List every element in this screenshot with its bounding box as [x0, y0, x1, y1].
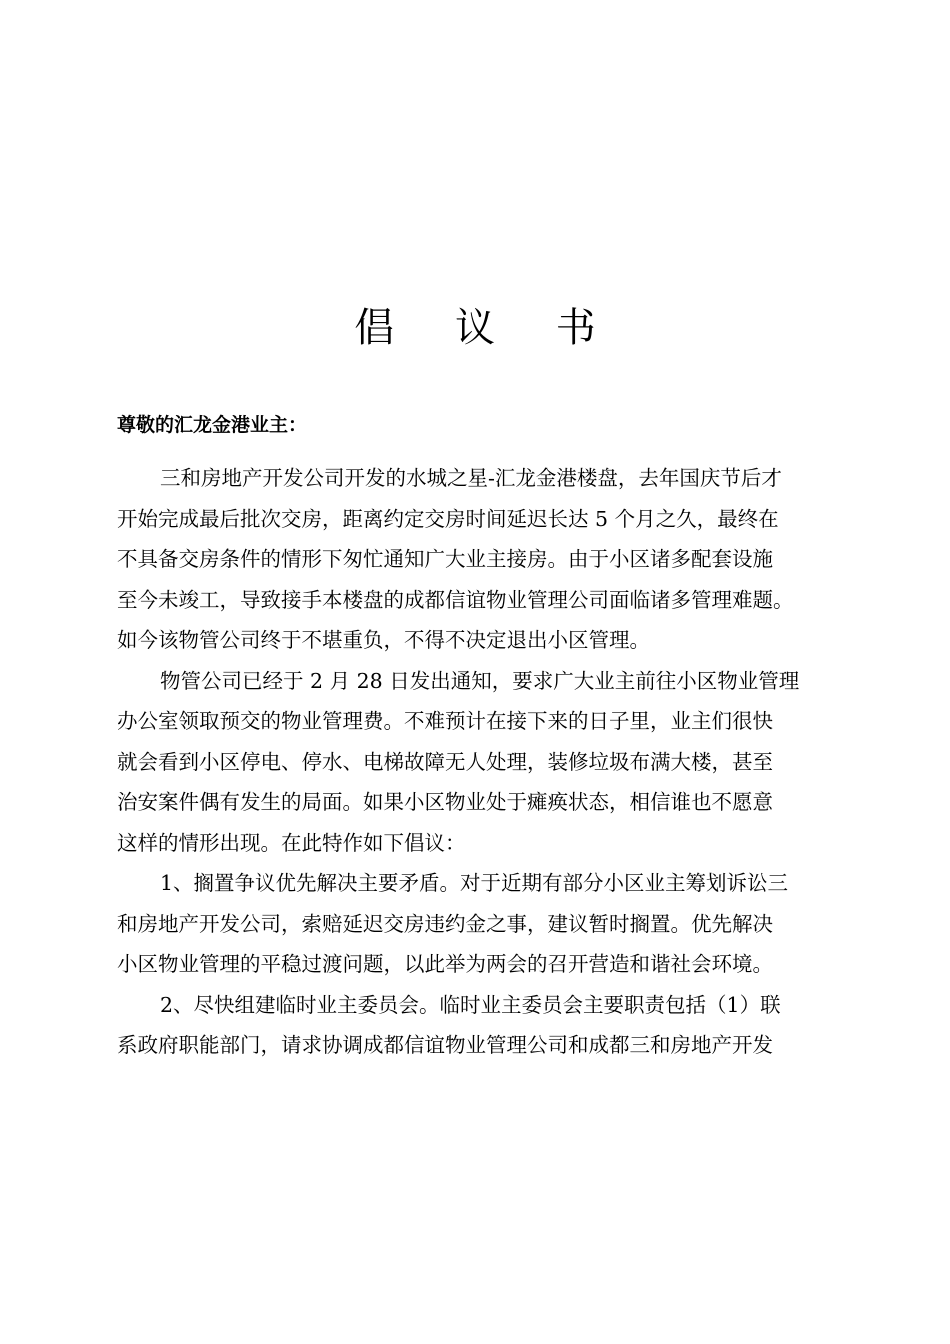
body-line: 办公室领取预交的物业管理费。不难预计在接下来的日子里，业主们很快	[117, 709, 773, 733]
body-line: 就会看到小区停电、停水、电梯故障无人处理，装修垃圾布满大楼，甚至	[117, 749, 773, 774]
document-body	[117, 458, 847, 1066]
body-line: 至今未竣工，导致接手本楼盘的成都信谊物业管理公司面临诸多管理难题。	[117, 587, 794, 612]
body-line: 1、搁置争议优先解决主要矛盾。对于近期有部分小区业主筹划诉讼三	[160, 871, 789, 895]
body-line: 开始完成最后批次交房，距离约定交房时间延迟长达 5 个月之久，最终在	[117, 506, 779, 531]
body-line: 这样的情形出现。在此特作如下倡议：	[117, 830, 466, 855]
body-line: 三和房地产开发公司开发的水城之星-汇龙金港楼盘，去年国庆节后才	[160, 466, 782, 490]
body-line: 物管公司已经于 2 月 28 日发出通知，要求广大业主前往小区物业管理	[160, 668, 800, 693]
body-line: 治安案件偶有发生的局面。如果小区物业处于瘫痪状态，相信谁也不愿意	[117, 790, 773, 814]
salutation: 尊敬的汇龙金港业主：	[117, 414, 308, 436]
body-line: 系政府职能部门，请求协调成都信谊物业管理公司和成都三和房地产开发	[117, 1033, 773, 1057]
body-line: 2、尽快组建临时业主委员会。临时业主委员会主要职责包括（1）联	[160, 992, 781, 1017]
body-line: 不具备交房条件的情形下匆忙通知广大业主接房。由于小区诸多配套设施	[117, 547, 773, 571]
body-line: 小区物业管理的平稳过渡问题，以此举为两会的召开营造和谐社会环境。	[117, 952, 773, 976]
document-title: 倡 议 书	[354, 305, 620, 351]
body-line: 如今该物管公司终于不堪重负，不得不决定退出小区管理。	[117, 628, 650, 652]
body-line: 和房地产开发公司，索赔延迟交房违约金之事，建议暂时搁置。优先解决	[117, 911, 773, 936]
